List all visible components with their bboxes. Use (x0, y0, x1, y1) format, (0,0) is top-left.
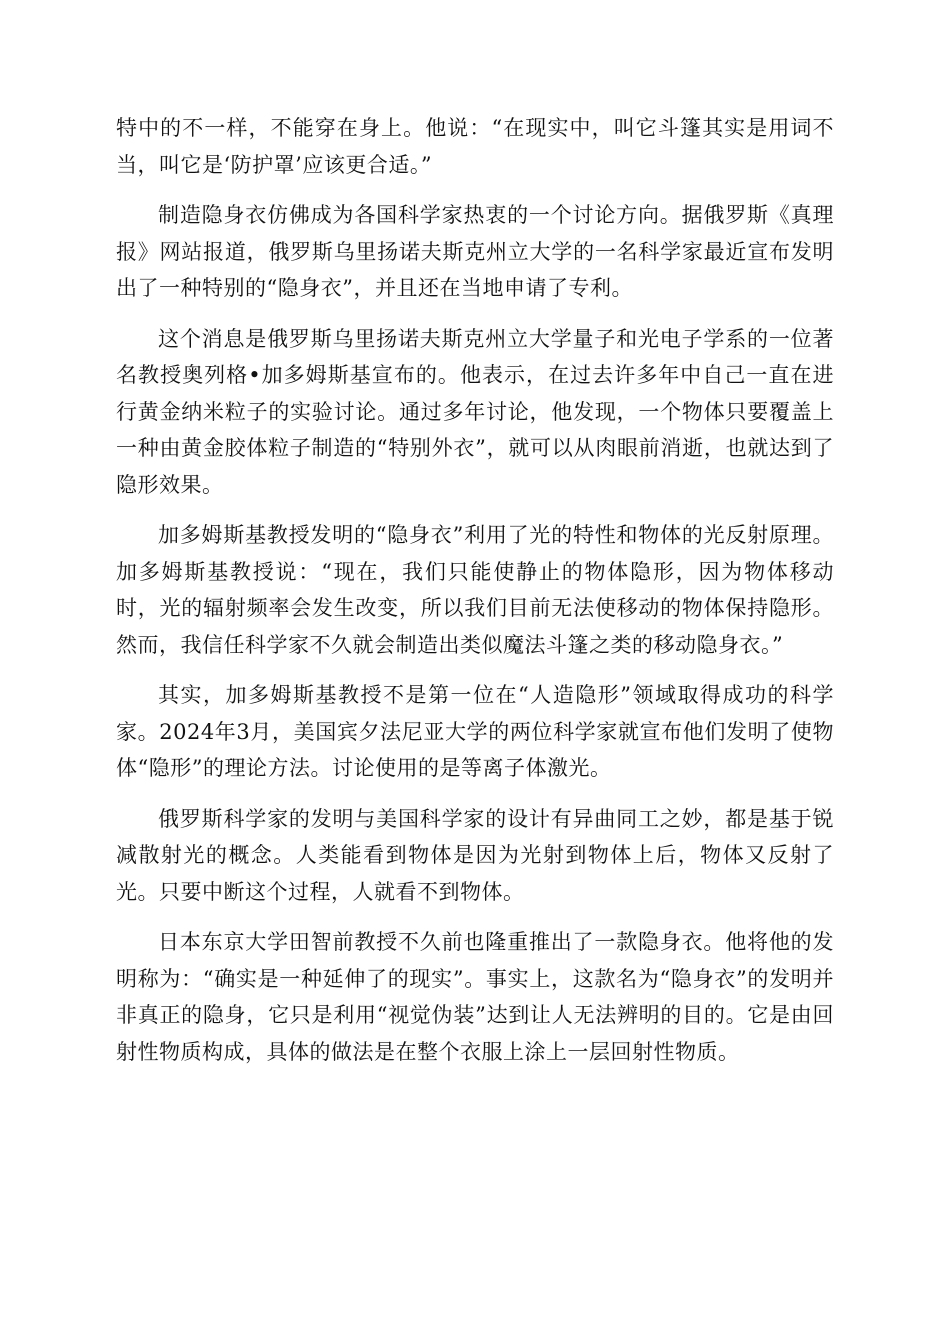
paragraph-continued: 特中的不一样，不能穿在身上。他说：“在现实中，叫它斗篷其实是用词不当，叫它是‘防护罩’应该更合适。” (116, 116, 834, 177)
paragraph: 其实，加多姆斯基教授不是第一位在“人造隐形”领域取得成功的科学家。2024年3月，美国宾夕法尼亚大学的两位科学家就宣布他们发明了使物体“隐形”的理论方法。讨论使用的是等离子体激光。 (116, 683, 834, 780)
paragraph: 加多姆斯基教授发明的“隐身衣”利用了光的特性和物体的光反射原理。加多姆斯基教授说：“现在，我们只能使静止的物体隐形，因为物体移动时，光的辐射频率会发生改变，所以我们目前无法使移动的物体保持隐形。然而，我信任科学家不久就会制造出类似魔法斗篷之类的移动隐身衣。” (116, 523, 834, 657)
paragraph: 俄罗斯科学家的发明与美国科学家的设计有异曲同工之妙，都是基于锐减散射光的概念。人类能看到物体是因为光射到物体上后，物体又反射了光。只要中断这个过程，人就看不到物体。 (116, 806, 834, 904)
article-body (116, 110, 834, 1084)
paragraph: 日本东京大学田智前教授不久前也隆重推出了一款隐身衣。他将他的发明称为：“确实是一种延伸了的现实”。事实上，这款名为“隐身衣”的发明并非真正的隐身，它只是利用“视觉伪装”达到让人无法辨明的目的。它是由回射性物质构成，具体的做法是在整个衣服上涂上一层回射性物质。 (116, 930, 834, 1064)
paragraph: 这个消息是俄罗斯乌里扬诺夫斯克州立大学量子和光电子学系的一位著名教授奥列格•加多姆斯基宣布的。他表示，在过去许多年中自己一直在进行黄金纳米粒子的实验讨论。通过多年讨论，他发现，一个物体只要覆盖上一种由黄金胶体粒子制造的“特别外衣”，就可以从肉眼前消逝，也就达到了隐形效果。 (116, 326, 834, 497)
paragraph: 制造隐身衣仿佛成为各国科学家热衷的一个讨论方向。据俄罗斯《真理报》网站报道，俄罗斯乌里扬诺夫斯克州立大学的一名科学家最近宣布发明出了一种特别的“隐身衣”，并且还在当地申请了专利。 (116, 203, 834, 300)
